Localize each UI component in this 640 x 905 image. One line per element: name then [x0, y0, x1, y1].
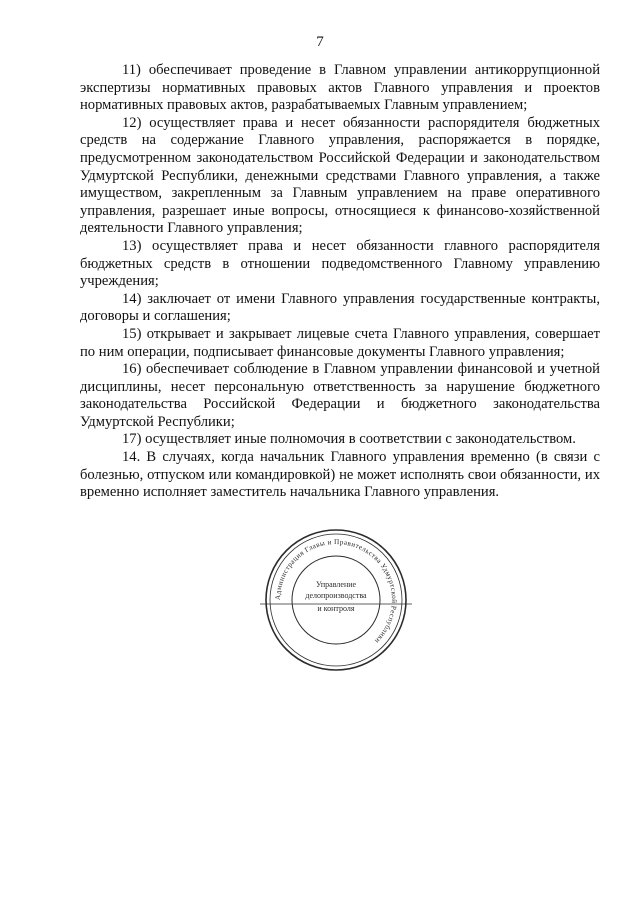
stamp-seal-graphic: [260, 524, 412, 676]
document-body: [80, 62, 600, 502]
paragraph-section-14: 14. В случаях, когда начальник Главного управления временно (в связи с болезнью, отпуском или командировкой) не может исполнять свои обязанности, их временно исполняет заместитель начальника Главного управления.: [80, 449, 600, 501]
paragraph-item-14: 14) заключает от имени Главного управления государственные контракты, договоры и соглашения;: [80, 290, 600, 325]
paragraph-item-11: 11) обеспечивает проведение в Главном управлении антикоррупционной экспертизы нормативных правовых актов Главного управления и проектов нормативных правовых актов, разрабатываемых Главным управлением;: [80, 62, 600, 114]
paragraph-item-16: 16) обеспечивает соблюдение в Главном управлении финансовой и учетной дисциплины, несет персональную ответственность за нарушение бюджетного законодательства Российской Федерации и бюджетного законодательства Удмуртской Республики;: [80, 361, 600, 430]
page-number: 7: [316, 34, 324, 50]
official-stamp: [260, 524, 412, 676]
paragraph-item-12: 12) осуществляет права и несет обязанности распорядителя бюджетных средств на содержание Главного управления, распоряжается в порядке, предусмотренном законодательством Российской Федерации и законодательством Удмуртской Республики, денежными средствами Главного управления, а также имуществом, закрепленным за Главным управлением на праве оперативного управления, разрешает иные вопросы, относящиеся к финансово-хозяйственной деятельности Главного управления;: [80, 114, 600, 237]
paragraph-item-13: 13) осуществляет права и несет обязанности главного распорядителя бюджетных средств в отношении подведомственного Главному управлению учреждения;: [80, 237, 600, 290]
stamp-center-line-1: Управление: [315, 580, 357, 589]
stamp-center-line-2: делопроизводства: [305, 591, 367, 600]
stamp-center-line-3: и контроля: [317, 604, 355, 613]
stamp-inner-ring: [292, 556, 380, 644]
stamp-ring-text: Администрация Главы и Правительства Удмуртской Республики: [273, 537, 399, 646]
paragraph-item-15: 15) открывает и закрывает лицевые счета Главного управления, совершает по ним операции, подписывает финансовые документы Главного управления;: [80, 325, 600, 360]
paragraph-item-17: 17) осуществляет иные полномочия в соответствии с законодательством.: [122, 431, 576, 448]
stamp-outer-ring: [266, 530, 406, 670]
stamp-middle-ring: [270, 534, 402, 666]
